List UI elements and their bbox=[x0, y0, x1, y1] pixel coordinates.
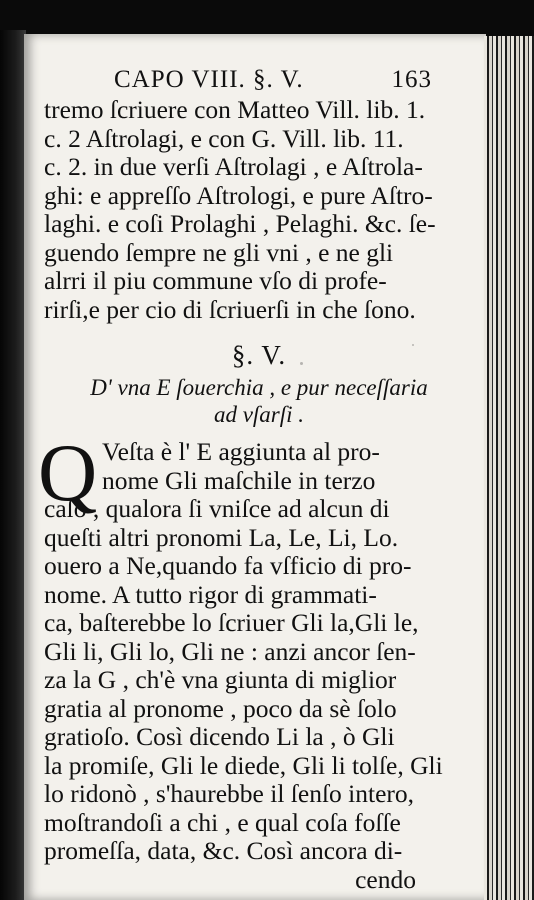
page-number: 163 bbox=[391, 66, 432, 93]
text-line: gratioſo. Così dicendo Li la , ò Gli bbox=[44, 723, 395, 751]
text-line: ouero a Ne,quando fa vſficio di pro- bbox=[44, 552, 412, 580]
scan-top-margin bbox=[0, 0, 534, 36]
section-heading: §. V. bbox=[231, 340, 287, 370]
page-header bbox=[44, 58, 474, 98]
text-line: rirſi,e per cio di ſcriuerſi in che ſono. bbox=[44, 295, 416, 324]
running-head: CAPO VIII. §. V. bbox=[114, 66, 304, 93]
scan-speck bbox=[300, 362, 303, 365]
text-line: la promiſe, Gli le diede, Gli li tolſe, Gli bbox=[44, 751, 443, 780]
text-line: tremo ſcriuere con Matteo Vill. lib. 1. bbox=[44, 96, 426, 124]
paragraph-section bbox=[38, 427, 474, 894]
scan-speck bbox=[236, 345, 239, 347]
text-line: c. 2. in due verſi Aſtrolagi , e Aſtrola- bbox=[44, 153, 423, 181]
text-line: za la G , ch'è vna giunta di miglior bbox=[44, 666, 397, 694]
page-edges bbox=[484, 36, 534, 900]
page-text bbox=[38, 58, 474, 894]
text-line: moſtrandoſi a chi , e qual coſa foſſe bbox=[44, 808, 401, 837]
text-line: ca, baſterebbe lo ſcriuer Gli la,Gli le, bbox=[44, 609, 419, 637]
text-line: caſo , qualora ſi vniſce ad alcun di bbox=[44, 495, 390, 523]
text-line: promeſſa, data, &c. Così ancora di- bbox=[44, 837, 403, 865]
text-line: c. 2 Aſtrolagi, e con G. Vill. lib. 11. bbox=[44, 124, 404, 153]
text-line: lo ridonò , s'haurebbe il ſenſo intero, bbox=[44, 780, 415, 808]
catchword: cendo bbox=[355, 865, 416, 894]
text-line: nome Gli maſchile in terzo bbox=[102, 466, 376, 495]
text-line: Gli li, Gli lo, Gli ne : anzi ancor ſen- bbox=[44, 637, 416, 666]
paragraph-continuation bbox=[44, 96, 474, 324]
text-line: gratia al pronome , poco da sè ſolo bbox=[44, 694, 397, 723]
text-line: queſti altri pronomi La, Le, Li, Lo. bbox=[44, 523, 399, 552]
text-line: guendo ſempre ne gli vni , e ne gli bbox=[44, 238, 394, 267]
text-line: ghi: e appreſſo Aſtrologi, e pure Aſtro- bbox=[44, 181, 433, 210]
text-line: Veſta è l' E aggiunta al pro- bbox=[102, 438, 380, 466]
text-line: nome. A tutto rigor di grammati- bbox=[44, 580, 377, 609]
section-subtitle bbox=[44, 374, 474, 428]
text-line: alrri il piu commune vſo di profe- bbox=[44, 267, 387, 295]
scan-speck bbox=[412, 344, 414, 346]
text-line: laghi. e coſi Prolaghi , Pelaghi. &c. ſe- bbox=[44, 210, 436, 238]
book-gutter bbox=[0, 30, 26, 900]
subtitle-line: D' vna E ſouerchia , e pur neceſſaria bbox=[90, 375, 428, 400]
subtitle-line: ad vſarſi . bbox=[213, 402, 305, 427]
drop-cap: Q bbox=[38, 427, 98, 518]
